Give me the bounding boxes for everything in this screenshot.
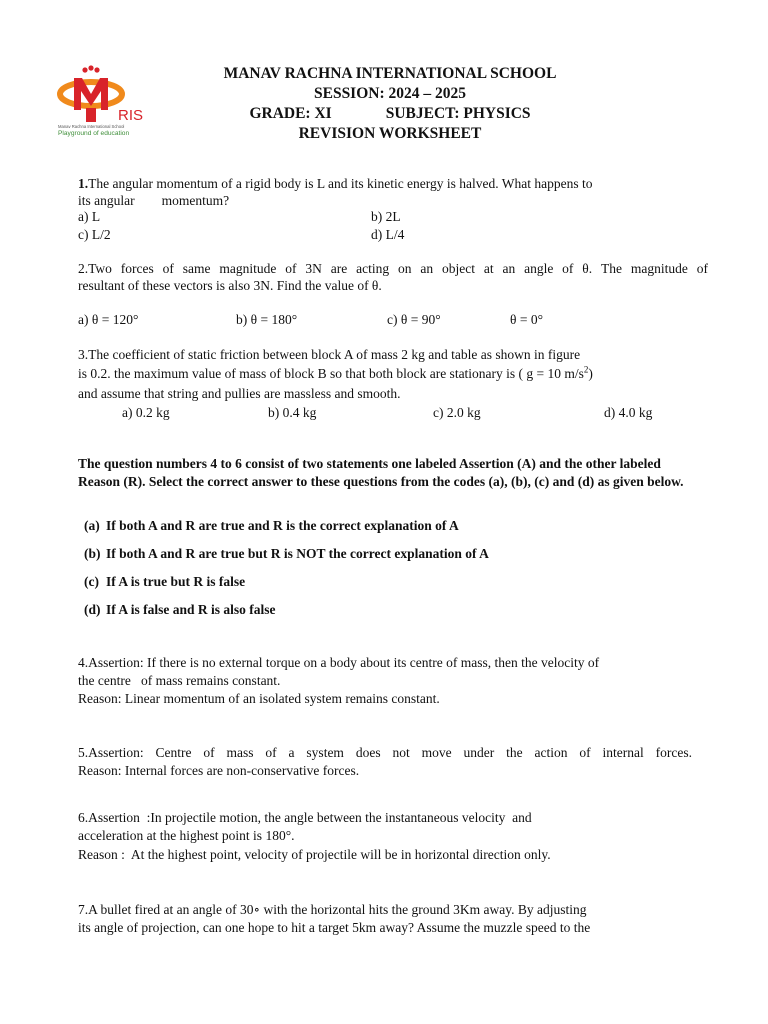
question-6-line-3: Reason : At the highest point, velocity of projectile will be in horizontal direction only. [78,847,551,862]
code-c-label: (c) [84,574,99,589]
q2-option-a: a) θ = 120° [78,312,139,327]
code-a [84,517,459,534]
question-1-line-1 [78,175,593,192]
worksheet-title: REVISION WORKSHEET [298,125,482,142]
question-7-line-1: 7.A bullet fired at an angle of 30∘ with the horizontal hits the ground 3Km away. By adjusting [78,902,587,917]
code-a-label: (a) [84,518,100,533]
code-b [84,545,489,562]
question-1-line-2: its angular momentum? [78,193,230,208]
question-3-superscript: 2 [583,364,589,375]
q1-option-a: a) L [78,209,101,224]
question-6-line-2: acceleration at the highest point is 180°. [78,828,295,843]
q1-option-c: c) L/2 [78,227,111,242]
logo-school-small: Manav Rachna International School [58,124,125,129]
grade: GRADE: XI [249,105,332,122]
school-logo [56,64,156,138]
question-3-line-3: and assume that string and pullies are massless and smooth. [78,386,401,401]
logo-letters: RIS [118,107,144,124]
grade-subject-line [180,104,600,124]
question-3-line-2-end: ) [588,366,593,381]
q1-option-b: b) 2L [371,209,401,224]
question-3-line-2 [78,365,593,382]
question-4-line-2: the centre of mass remains constant. [78,673,281,688]
question-7-line-2: its angle of projection, can one hope to hit a target 5km away? Assume the muzzle speed to the [78,920,591,935]
question-6-line-1: 6.Assertion :In projectile motion, the angle between the instantaneous velocity and [78,810,532,825]
subject: SUBJECT: PHYSICS [385,105,531,122]
question-4-line-3: Reason: Linear momentum of an isolated system remains constant. [78,691,440,706]
session: SESSION: 2024 – 2025 [313,85,467,102]
assertion-reason-instructions: The question numbers 4 to 6 consist of two statements one labeled Assertion (A) and the other labeled Reason (R). Select the correct answer to these questions from the codes (a), (b), (c) and (d) as given below. [78,456,684,489]
question-4-line-1: 4.Assertion: If there is no external torque on a body about its centre of mass, then the velocity of [78,655,600,670]
code-d-label: (d) [84,602,101,617]
q3-option-b: b) 0.4 kg [268,405,317,420]
question-1-text: The angular momentum of a rigid body is L and its kinetic energy is halved. What happens to [88,176,593,191]
question-1-number: 1. [78,176,89,191]
question-3-line-2-text: is 0.2. the maximum value of mass of block B so that both block are stationary is ( g = 10 m/s [78,366,584,381]
q2-option-c: c) θ = 90° [387,312,441,327]
school-name: MANAV RACHNA INTERNATIONAL SCHOOL [223,65,557,82]
code-b-label: (b) [84,546,101,561]
q3-option-c: c) 2.0 kg [433,405,481,420]
q2-option-b: b) θ = 180° [236,312,298,327]
question-2-line-1: 2.Two forces of same magnitude of 3N are acting on an object at an angle of θ. The magnitude of [78,261,708,276]
q3-option-a: a) 0.2 kg [122,405,170,420]
q3-option-d: d) 4.0 kg [604,405,653,420]
code-d [84,601,276,618]
code-b-text: If both A and R are true but R is NOT the correct explanation of A [106,546,489,561]
question-2-line-2: resultant of these vectors is also 3N. Find the value of θ. [78,278,382,293]
code-d-text: If A is false and R is also false [106,602,276,617]
question-3-line-1: 3.The coefficient of static friction between block A of mass 2 kg and table as shown in figure [78,347,581,362]
code-c-text: If A is true but R is false [106,574,246,589]
q1-option-d: d) L/4 [371,227,405,242]
question-5-line-1: 5.Assertion: Centre of mass of a system does not move under the action of internal forces. [78,745,692,760]
worksheet-header [180,64,600,144]
question-5-line-2: Reason: Internal forces are non-conservative forces. [78,763,360,778]
logo-tagline: Playground of education [58,130,130,137]
code-a-text: If both A and R are true and R is the correct explanation of A [106,518,459,533]
q2-option-d: θ = 0° [510,312,543,327]
code-c [84,573,245,590]
